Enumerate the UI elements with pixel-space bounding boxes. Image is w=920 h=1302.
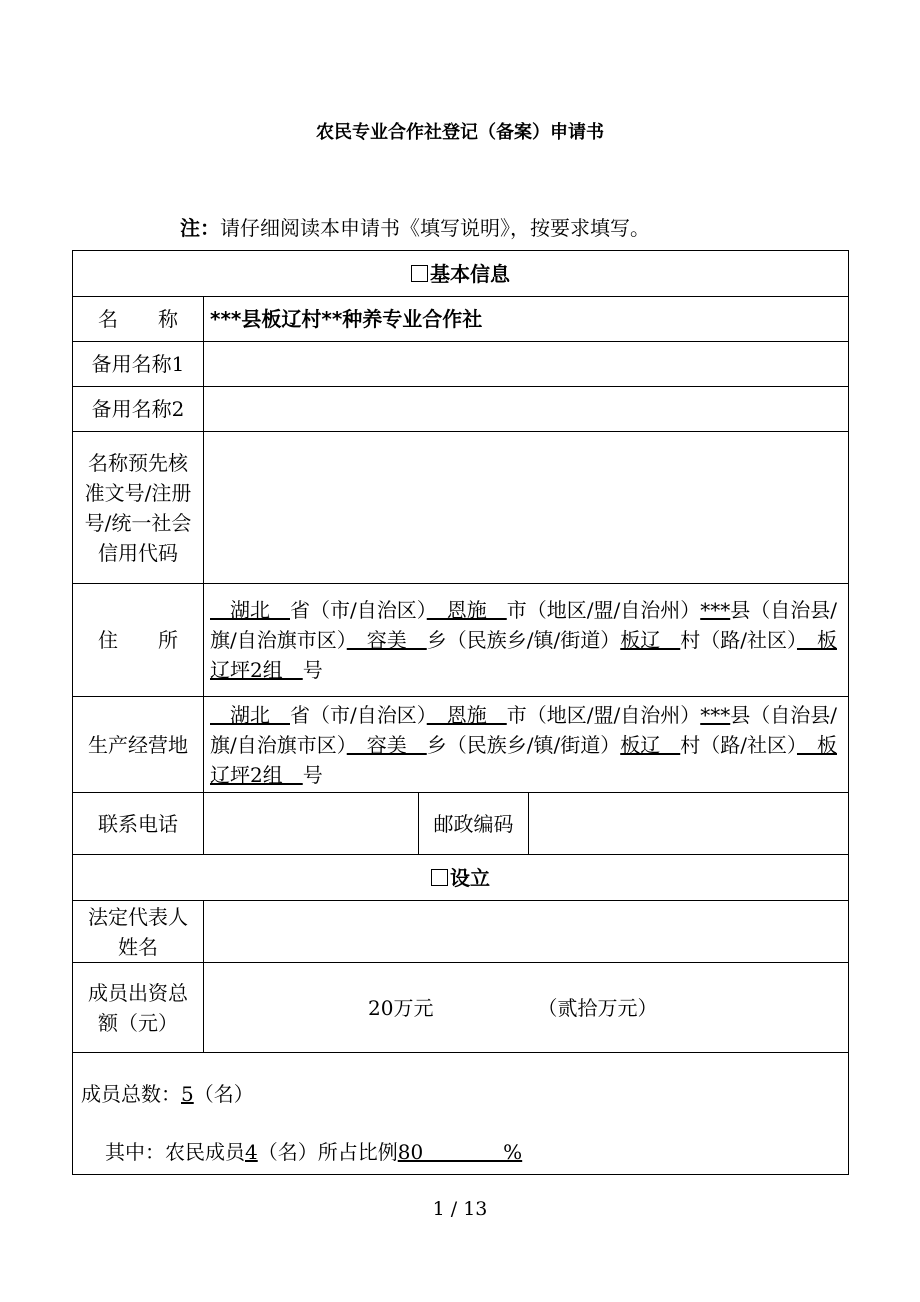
production-province-suffix: 省（市/自治区）: [290, 702, 427, 727]
instruction-note: [180, 212, 650, 241]
registration-code-field[interactable]: [204, 432, 849, 584]
checkbox-icon[interactable]: [431, 869, 448, 886]
production-number: 板辽坪2组: [210, 732, 837, 787]
alt-name-2-field[interactable]: [204, 387, 849, 432]
address-county-suffix: 县（自治县/旗/自治旗市区）: [210, 598, 837, 652]
application-form-table: [72, 250, 849, 1175]
address-county: ***: [700, 598, 731, 622]
legal-rep-field[interactable]: [204, 901, 849, 963]
production-village-suffix: 村（路/社区）: [680, 732, 797, 757]
total-members-line: [81, 1079, 840, 1109]
member-count-cell[interactable]: [73, 1053, 849, 1175]
farmer-ratio-value: 80 %: [397, 1140, 523, 1164]
phone-label: 联系电话: [73, 793, 204, 855]
production-province: 湖北: [210, 702, 290, 727]
production-county: ***: [700, 702, 731, 727]
address-province-suffix: 省（市/自治区）: [290, 598, 427, 622]
address-township-suffix: 乡（民族乡/镇/街道）: [426, 628, 621, 652]
address-village-suffix: 村（路/社区）: [680, 628, 797, 652]
postcode-field[interactable]: [529, 793, 849, 855]
address-label: 住 所: [73, 584, 204, 697]
production-township-suffix: 乡（民族乡/镇/街道）: [426, 732, 621, 757]
production-number-suffix: 号: [302, 762, 323, 787]
address-province: 湖北: [210, 598, 290, 622]
farmer-ratio-label: （名）所占比例: [257, 1140, 398, 1164]
establish-title: 设立: [450, 865, 490, 890]
address-number: 板辽坪2组: [210, 628, 837, 682]
address-value[interactable]: [204, 584, 849, 697]
production-county-suffix: 县（自治县/旗/自治旗市区）: [210, 702, 837, 757]
alt-name-1-field[interactable]: [204, 342, 849, 387]
name-label: 名 称: [73, 297, 204, 342]
address-township: 容美: [346, 628, 427, 652]
production-village: 板辽: [620, 732, 681, 757]
note-text: 请仔细阅读本申请书《填写说明》，按要求填写。: [220, 216, 650, 240]
farmer-members-label: 其中：农民成员: [105, 1140, 245, 1164]
capital-value[interactable]: [204, 963, 849, 1053]
address-city: 恩施: [426, 598, 507, 622]
total-members-value: 5: [181, 1082, 194, 1106]
total-members-label: 成员总数：: [81, 1082, 181, 1106]
production-township: 容美: [346, 732, 427, 757]
basic-info-section-header: [73, 251, 849, 297]
farmer-members-line: [81, 1137, 840, 1167]
page-number: 1 / 13: [432, 1198, 488, 1220]
production-site-value[interactable]: [204, 697, 849, 793]
production-site-label: 生产经营地: [73, 697, 204, 793]
capital-amount-words: （贰拾万元）: [537, 995, 658, 1020]
checkbox-icon[interactable]: [411, 265, 428, 282]
legal-rep-label: 法定代表人姓名: [73, 901, 204, 963]
capital-amount: 20万元: [368, 995, 434, 1020]
phone-field[interactable]: [204, 793, 419, 855]
production-city-suffix: 市（地区/盟/自治州）: [506, 702, 701, 727]
postcode-label: 邮政编码: [419, 793, 529, 855]
capital-label: 成员出资总额（元）: [73, 963, 204, 1053]
address-village: 板辽: [620, 628, 681, 652]
address-city-suffix: 市（地区/盟/自治州）: [506, 598, 701, 622]
basic-info-title: 基本信息: [430, 261, 510, 286]
address-number-suffix: 号: [302, 658, 323, 682]
registration-code-label: 名称预先核准文号/注册号/统一社会信用代码: [73, 432, 204, 584]
total-members-unit: （名）: [193, 1082, 254, 1106]
production-city: 恩施: [426, 702, 507, 727]
document-title: 农民专业合作社登记（备案）申请书: [316, 122, 604, 143]
alt-name-1-label: 备用名称1: [73, 342, 204, 387]
note-label: 注：: [180, 216, 220, 240]
establish-section-header: [73, 855, 849, 901]
name-value[interactable]: ***县板辽村**种养专业合作社: [204, 297, 849, 342]
alt-name-2-label: 备用名称2: [73, 387, 204, 432]
farmer-members-value: 4: [245, 1140, 258, 1164]
